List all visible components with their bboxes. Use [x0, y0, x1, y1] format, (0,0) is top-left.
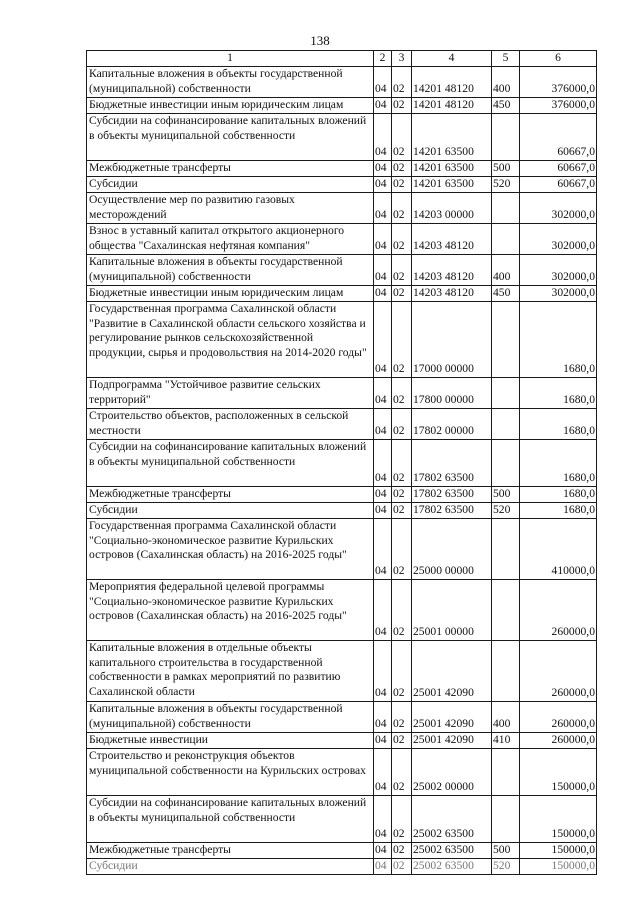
subsection-code-cell: 02: [392, 409, 412, 440]
subsection-code-cell: 02: [392, 286, 412, 302]
target-article-cell: 25002 63500: [412, 796, 492, 843]
subsection-code-cell: 02: [392, 843, 412, 859]
row-name-text: Взнос в уставный капитал открытого акционерного общества "Сахалинская нефтяная компания": [89, 224, 345, 252]
table-row: [87, 796, 597, 843]
column-header-2: 2: [374, 51, 392, 67]
target-article-cell: 17000 00000: [412, 302, 492, 378]
target-article-cell: 25002 63500: [412, 843, 492, 859]
row-name-cell: [87, 580, 374, 641]
expense-type-cell: 400: [492, 255, 520, 286]
expense-type-cell: [492, 580, 520, 641]
row-name-cell: [87, 378, 374, 409]
table-row: [87, 843, 597, 859]
table-row: [87, 98, 597, 114]
expense-type-cell: [492, 224, 520, 255]
row-name-cell: [87, 487, 374, 503]
expense-type-cell: 500: [492, 487, 520, 503]
section-code-cell: 04: [374, 114, 392, 161]
table-row: [87, 641, 597, 702]
row-name-text: Государственная программа Сахалинской области "Социально-экономическое развитие Курильских островов (Сахалинская область) на 2016-2025 годы": [89, 519, 347, 562]
section-code-cell: 04: [374, 409, 392, 440]
section-code-cell: 04: [374, 67, 392, 98]
amount-cell: 302000,0: [520, 224, 597, 255]
table-row: [87, 519, 597, 580]
row-name-text: Бюджетные инвестиции иным юридическим лицам: [89, 98, 344, 111]
subsection-code-cell: 02: [392, 519, 412, 580]
column-header-6: 6: [520, 51, 597, 67]
expense-type-cell: 400: [492, 67, 520, 98]
row-name-cell: [87, 302, 374, 378]
row-name-cell: [87, 519, 374, 580]
section-code-cell: 04: [374, 302, 392, 378]
section-code-cell: 04: [374, 859, 392, 875]
column-header-4: 4: [412, 51, 492, 67]
section-code-cell: 04: [374, 255, 392, 286]
subsection-code-cell: 02: [392, 796, 412, 843]
table-row: [87, 224, 597, 255]
row-name-cell: [87, 177, 374, 193]
table-header-row: [87, 51, 597, 67]
table-row: [87, 409, 597, 440]
table-row: [87, 859, 597, 875]
section-code-cell: 04: [374, 733, 392, 749]
subsection-code-cell: 02: [392, 98, 412, 114]
row-name-text: Строительство объектов, расположенных в сельской местности: [89, 409, 349, 437]
amount-cell: 60667,0: [520, 161, 597, 177]
amount-cell: 302000,0: [520, 193, 597, 224]
subsection-code-cell: 02: [392, 161, 412, 177]
amount-cell: 150000,0: [520, 859, 597, 875]
row-name-text: Субсидии на софинансирование капитальных вложений в объекты муниципальной собственности: [89, 796, 367, 824]
section-code-cell: 04: [374, 641, 392, 702]
amount-cell: 260000,0: [520, 733, 597, 749]
target-article-cell: 25001 42090: [412, 702, 492, 733]
row-name-text: Субсидии на софинансирование капитальных вложений в объекты муниципальной собственности: [89, 440, 367, 468]
subsection-code-cell: 02: [392, 487, 412, 503]
row-name-text: Субсидии: [89, 503, 138, 516]
row-name-cell: [87, 440, 374, 487]
row-name-cell: [87, 859, 374, 875]
section-code-cell: 04: [374, 519, 392, 580]
target-article-cell: 14201 63500: [412, 161, 492, 177]
row-name-cell: [87, 702, 374, 733]
section-code-cell: 04: [374, 487, 392, 503]
row-name-cell: [87, 255, 374, 286]
target-article-cell: 25001 42090: [412, 733, 492, 749]
target-article-cell: 17802 00000: [412, 409, 492, 440]
column-header-5: 5: [492, 51, 520, 67]
row-name-cell: [87, 843, 374, 859]
target-article-cell: 14201 63500: [412, 114, 492, 161]
target-article-cell: 25002 63500: [412, 859, 492, 875]
subsection-code-cell: 02: [392, 503, 412, 519]
expense-type-cell: 520: [492, 177, 520, 193]
row-name-cell: [87, 286, 374, 302]
section-code-cell: 04: [374, 177, 392, 193]
subsection-code-cell: 02: [392, 580, 412, 641]
row-name-cell: [87, 796, 374, 843]
subsection-code-cell: 02: [392, 440, 412, 487]
row-name-text: Бюджетные инвестиции: [89, 733, 209, 746]
target-article-cell: 17800 00000: [412, 378, 492, 409]
amount-cell: 1680,0: [520, 302, 597, 378]
amount-cell: 60667,0: [520, 177, 597, 193]
target-article-cell: 25000 00000: [412, 519, 492, 580]
expense-type-cell: 450: [492, 286, 520, 302]
row-name-text: Межбюджетные трансферты: [89, 161, 231, 174]
subsection-code-cell: 02: [392, 702, 412, 733]
target-article-cell: 14201 63500: [412, 177, 492, 193]
target-article-cell: 14201 48120: [412, 67, 492, 98]
target-article-cell: 17802 63500: [412, 487, 492, 503]
section-code-cell: 04: [374, 286, 392, 302]
row-name-text: Строительство и реконструкция объектов муниципальной собственности на Курильских островах: [89, 749, 366, 777]
section-code-cell: 04: [374, 378, 392, 409]
amount-cell: 1680,0: [520, 487, 597, 503]
expense-type-cell: [492, 519, 520, 580]
table-row: [87, 580, 597, 641]
table-row: [87, 702, 597, 733]
amount-cell: 302000,0: [520, 286, 597, 302]
section-code-cell: 04: [374, 843, 392, 859]
amount-cell: 410000,0: [520, 519, 597, 580]
row-name-text: Межбюджетные трансферты: [89, 487, 231, 500]
target-article-cell: 25002 00000: [412, 749, 492, 796]
expense-type-cell: [492, 302, 520, 378]
row-name-cell: [87, 224, 374, 255]
table-row: [87, 487, 597, 503]
subsection-code-cell: 02: [392, 255, 412, 286]
section-code-cell: 04: [374, 224, 392, 255]
subsection-code-cell: 02: [392, 114, 412, 161]
expense-type-cell: 520: [492, 503, 520, 519]
column-header-1: 1: [87, 51, 374, 67]
section-code-cell: 04: [374, 161, 392, 177]
row-name-text: Капитальные вложения в объекты государственной (муниципальной) собственности: [89, 255, 343, 283]
amount-cell: 150000,0: [520, 749, 597, 796]
subsection-code-cell: 02: [392, 749, 412, 796]
table-row: [87, 440, 597, 487]
row-name-text: Подпрограмма "Устойчивое развитие сельских территорий": [89, 378, 321, 406]
section-code-cell: 04: [374, 702, 392, 733]
expense-type-cell: 500: [492, 843, 520, 859]
amount-cell: 150000,0: [520, 796, 597, 843]
row-name-cell: [87, 641, 374, 702]
page-number: 138: [310, 33, 330, 48]
row-name-text: Государственная программа Сахалинской области "Развитие в Сахалинской области сельского хозяйства и регулирование рынков сельскохозяйственной продукции, сырья и продовольствия на 2014-2020 годы": [89, 302, 367, 359]
amount-cell: 60667,0: [520, 114, 597, 161]
expense-type-cell: [492, 378, 520, 409]
amount-cell: 1680,0: [520, 503, 597, 519]
table-row: [87, 749, 597, 796]
amount-cell: 260000,0: [520, 641, 597, 702]
expense-type-cell: [492, 409, 520, 440]
row-name-text: Межбюджетные трансферты: [89, 843, 231, 856]
row-name-cell: [87, 733, 374, 749]
subsection-code-cell: 02: [392, 177, 412, 193]
table-row: [87, 177, 597, 193]
section-code-cell: 04: [374, 580, 392, 641]
row-name-cell: [87, 114, 374, 161]
row-name-text: Субсидии на софинансирование капитальных вложений в объекты муниципальной собственности: [89, 114, 367, 142]
expense-type-cell: [492, 193, 520, 224]
section-code-cell: 04: [374, 796, 392, 843]
expense-type-cell: [492, 796, 520, 843]
row-name-cell: [87, 749, 374, 796]
target-article-cell: 17802 63500: [412, 503, 492, 519]
amount-cell: 260000,0: [520, 580, 597, 641]
table-row: [87, 378, 597, 409]
amount-cell: 376000,0: [520, 98, 597, 114]
expense-type-cell: [492, 440, 520, 487]
expense-type-cell: 520: [492, 859, 520, 875]
table-body: [87, 67, 597, 875]
table-row: [87, 193, 597, 224]
table-row: [87, 255, 597, 286]
row-name-cell: [87, 193, 374, 224]
target-article-cell: 25001 00000: [412, 580, 492, 641]
row-name-text: Капитальные вложения в отдельные объекты капитального строительства в государственной собственности в рамках мероприятий по развитию Сахалинской области: [89, 641, 341, 698]
subsection-code-cell: 02: [392, 859, 412, 875]
row-name-cell: [87, 161, 374, 177]
row-name-text: Мероприятия федеральной целевой программы "Социально-экономическое развитие Курильских островов (Сахалинская область) на 2016-2025 годы": [89, 580, 347, 623]
row-name-cell: [87, 409, 374, 440]
amount-cell: 150000,0: [520, 843, 597, 859]
expense-type-cell: 400: [492, 702, 520, 733]
table-row: [87, 302, 597, 378]
subsection-code-cell: 02: [392, 733, 412, 749]
section-code-cell: 04: [374, 440, 392, 487]
row-name-cell: [87, 67, 374, 98]
row-name-text: Субсидии: [89, 859, 138, 872]
table-row: [87, 161, 597, 177]
row-name-text: Капитальные вложения в объекты государственной (муниципальной) собственности: [89, 67, 343, 95]
column-header-3: 3: [392, 51, 412, 67]
amount-cell: 376000,0: [520, 67, 597, 98]
table-row: [87, 286, 597, 302]
section-code-cell: 04: [374, 749, 392, 796]
row-name-text: Осуществление мер по развитию газовых месторождений: [89, 193, 295, 221]
target-article-cell: 17802 63500: [412, 440, 492, 487]
table-row: [87, 114, 597, 161]
target-article-cell: 14203 48120: [412, 255, 492, 286]
subsection-code-cell: 02: [392, 67, 412, 98]
amount-cell: 302000,0: [520, 255, 597, 286]
subsection-code-cell: 02: [392, 193, 412, 224]
expense-type-cell: 450: [492, 98, 520, 114]
section-code-cell: 04: [374, 193, 392, 224]
expense-type-cell: [492, 641, 520, 702]
row-name-text: Капитальные вложения в объекты государственной (муниципальной) собственности: [89, 702, 343, 730]
row-name-text: Субсидии: [89, 177, 138, 190]
section-code-cell: 04: [374, 503, 392, 519]
table-row: [87, 733, 597, 749]
expense-type-cell: 410: [492, 733, 520, 749]
table-row: [87, 503, 597, 519]
section-code-cell: 04: [374, 98, 392, 114]
target-article-cell: 14203 48120: [412, 286, 492, 302]
subsection-code-cell: 02: [392, 302, 412, 378]
target-article-cell: 14201 48120: [412, 98, 492, 114]
row-name-cell: [87, 503, 374, 519]
amount-cell: 1680,0: [520, 378, 597, 409]
amount-cell: 1680,0: [520, 409, 597, 440]
expense-type-cell: [492, 749, 520, 796]
row-name-text: Бюджетные инвестиции иным юридическим лицам: [89, 286, 344, 299]
table-row: [87, 67, 597, 98]
subsection-code-cell: 02: [392, 224, 412, 255]
subsection-code-cell: 02: [392, 378, 412, 409]
amount-cell: 1680,0: [520, 440, 597, 487]
target-article-cell: 25001 42090: [412, 641, 492, 702]
expense-type-cell: 500: [492, 161, 520, 177]
budget-table: [86, 50, 597, 875]
row-name-cell: [87, 98, 374, 114]
target-article-cell: 14203 00000: [412, 193, 492, 224]
subsection-code-cell: 02: [392, 641, 412, 702]
amount-cell: 260000,0: [520, 702, 597, 733]
target-article-cell: 14203 48120: [412, 224, 492, 255]
expense-type-cell: [492, 114, 520, 161]
